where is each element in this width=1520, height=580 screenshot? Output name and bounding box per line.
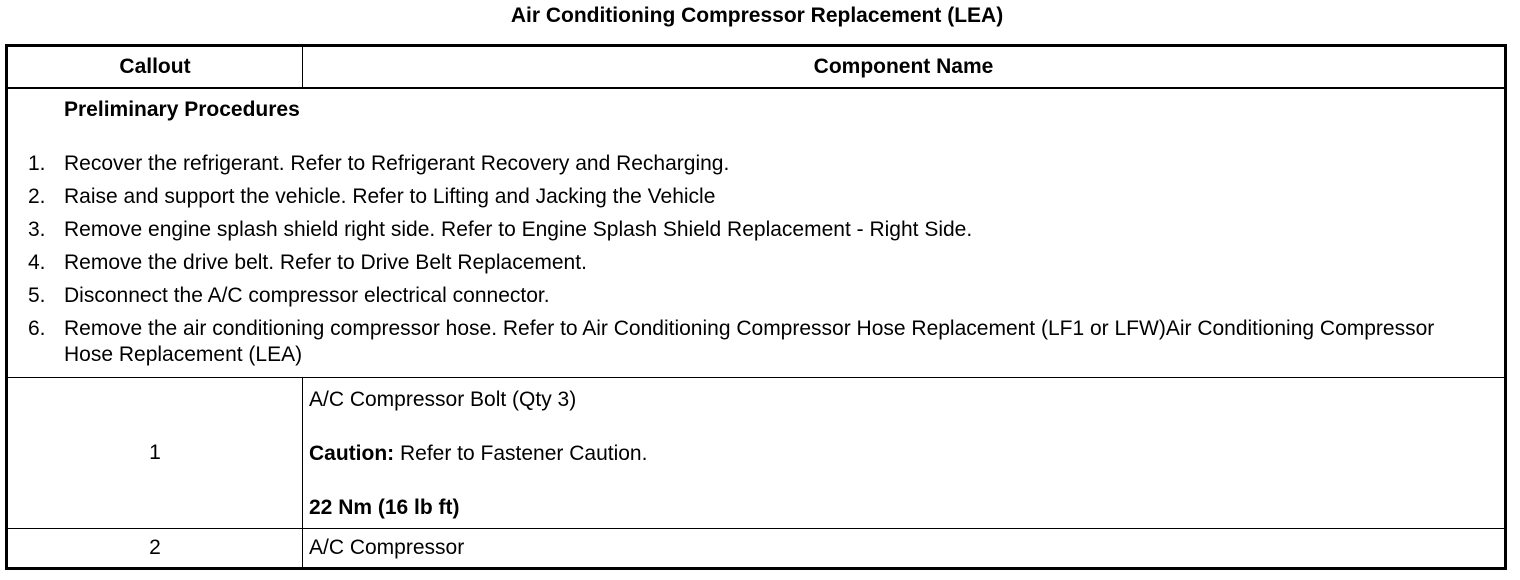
caution-text: Refer to Fastener Caution.	[394, 442, 648, 465]
procedure-step	[8, 283, 1488, 309]
procedure-step	[8, 316, 1488, 368]
preliminary-row	[7, 88, 1506, 378]
callout-header: Callout	[7, 46, 303, 89]
procedure-step	[8, 184, 1488, 210]
step-number: 2.	[28, 185, 46, 208]
preliminary-procedures-cell	[7, 88, 1506, 378]
caution-label: Caution:	[309, 442, 395, 465]
preliminary-procedures-heading: Preliminary Procedures	[64, 98, 300, 121]
component-table	[5, 44, 1507, 570]
step-text: Raise and support the vehicle. Refer to Lifting and Jacking the Vehicle	[64, 185, 716, 208]
component-cell	[303, 378, 1506, 529]
callout-cell: 2	[7, 529, 303, 569]
callout-cell: 1	[7, 378, 303, 529]
step-number: 4.	[28, 251, 46, 274]
table-header-row	[7, 46, 1506, 89]
step-text: Remove the air conditioning compressor hose. Refer to Air Conditioning Compressor Hose Replacement (LF1 or LFW)Air Conditioning Compressor Hose Replacement (LEA)	[64, 317, 1435, 366]
step-text: Remove the drive belt. Refer to Drive Belt Replacement.	[64, 251, 587, 274]
component-name: A/C Compressor Bolt (Qty 3)	[309, 388, 577, 411]
procedure-step-list	[8, 151, 1488, 375]
step-number: 5.	[28, 284, 46, 307]
procedure-step	[8, 151, 1488, 177]
step-text: Remove engine splash shield right side. Refer to Engine Splash Shield Replacement - Right Side.	[64, 218, 973, 241]
step-text: Disconnect the A/C compressor electrical connector.	[64, 284, 550, 307]
torque-spec: 22 Nm (16 lb ft)	[309, 496, 460, 519]
step-number: 1.	[28, 152, 46, 175]
component-name: A/C Compressor	[309, 536, 465, 559]
table-row	[7, 378, 1506, 529]
procedure-step	[8, 250, 1488, 276]
step-number: 3.	[28, 218, 46, 241]
table-row	[7, 529, 1506, 569]
procedure-step	[8, 217, 1488, 243]
page-title: Air Conditioning Compressor Replacement (LEA)	[510, 4, 1004, 27]
component-name-header: Component Name	[303, 46, 1506, 89]
caution-note	[309, 441, 1504, 467]
step-text: Recover the refrigerant. Refer to Refrigerant Recovery and Recharging.	[64, 152, 730, 175]
step-number: 6.	[28, 317, 46, 340]
component-cell	[303, 529, 1506, 569]
